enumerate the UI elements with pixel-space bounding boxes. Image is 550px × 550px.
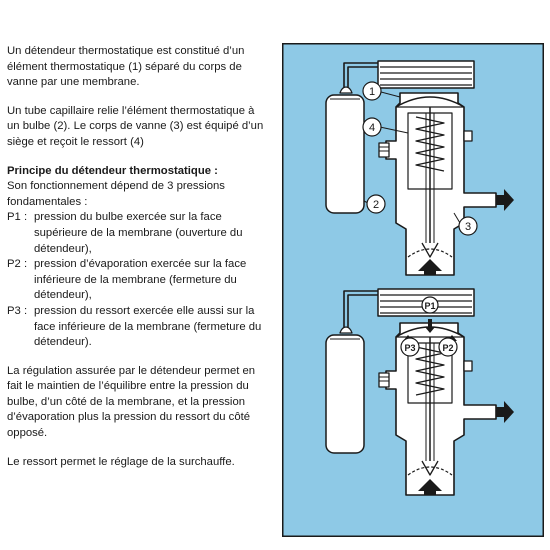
pressure-callout-p1: [422, 297, 438, 313]
callout-label: 3: [464, 221, 472, 233]
intro-paragraph: Un détendeur thermostatique est constitué d’un élément thermostatique (1) séparé du corps de vanne par une membrane.: [7, 45, 245, 89]
valve-figure: [282, 43, 544, 537]
regulation-paragraph: La régulation assurée par le détendeur permet en fait le maintien de l’équilibre entre la pression du bulbe, d’un côté de la membrane, et la pression d’évaporation plus la pression du ressort du côté opposé.: [7, 364, 256, 440]
pressure-callout-label: P2: [442, 343, 454, 353]
principle-section: [7, 164, 269, 351]
principle-lead: Son fonctionnement dépend de 3 pressions fondamentales :: [7, 180, 225, 208]
pressure-item-p2: [7, 257, 269, 304]
pressure-text: pression du ressort exercée elle aussi sur la face inférieure de la membrane (fermeture du détendeur).: [34, 304, 262, 349]
pressure-callout-p2: [439, 338, 457, 356]
superheat-paragraph: Le ressort permet le réglage de la surchauffe.: [7, 455, 235, 468]
pressure-text: pression d’évaporation exercée sur la face inférieure de la membrane (fermeture du détendeur),: [34, 258, 247, 302]
callout-label: 2: [372, 199, 380, 211]
text-column: [7, 44, 269, 483]
pressure-item-p3: [7, 304, 269, 351]
pressure-callout-p3: [401, 338, 419, 356]
pressure-label: P2 :: [7, 258, 28, 271]
principle-title: Principe du détendeur thermostatique :: [7, 164, 218, 177]
thermostatic-element: [378, 61, 474, 88]
pressure-text: pression du bulbe exercée sur la face supérieure de la membrane (ouverture du détendeur),: [34, 211, 243, 255]
capillary-paragraph: Un tube capillaire relie l’élément thermostatique à un bulbe (2). Le corps de vanne (3) est équipé d’un siège et reçoit le ressort (4): [7, 104, 264, 148]
callout-label: 4: [368, 122, 376, 134]
callout-label: 1: [368, 86, 376, 98]
pressure-callout-label: P3: [404, 343, 416, 353]
bulb: [326, 87, 364, 213]
pressure-label: P3 :: [7, 304, 28, 317]
pressure-list: [7, 210, 269, 350]
pressure-item-p1: [7, 210, 269, 257]
pressure-callout-label: P1: [424, 301, 436, 311]
pressure-label: P1 :: [7, 211, 28, 224]
bulb: [326, 327, 364, 453]
